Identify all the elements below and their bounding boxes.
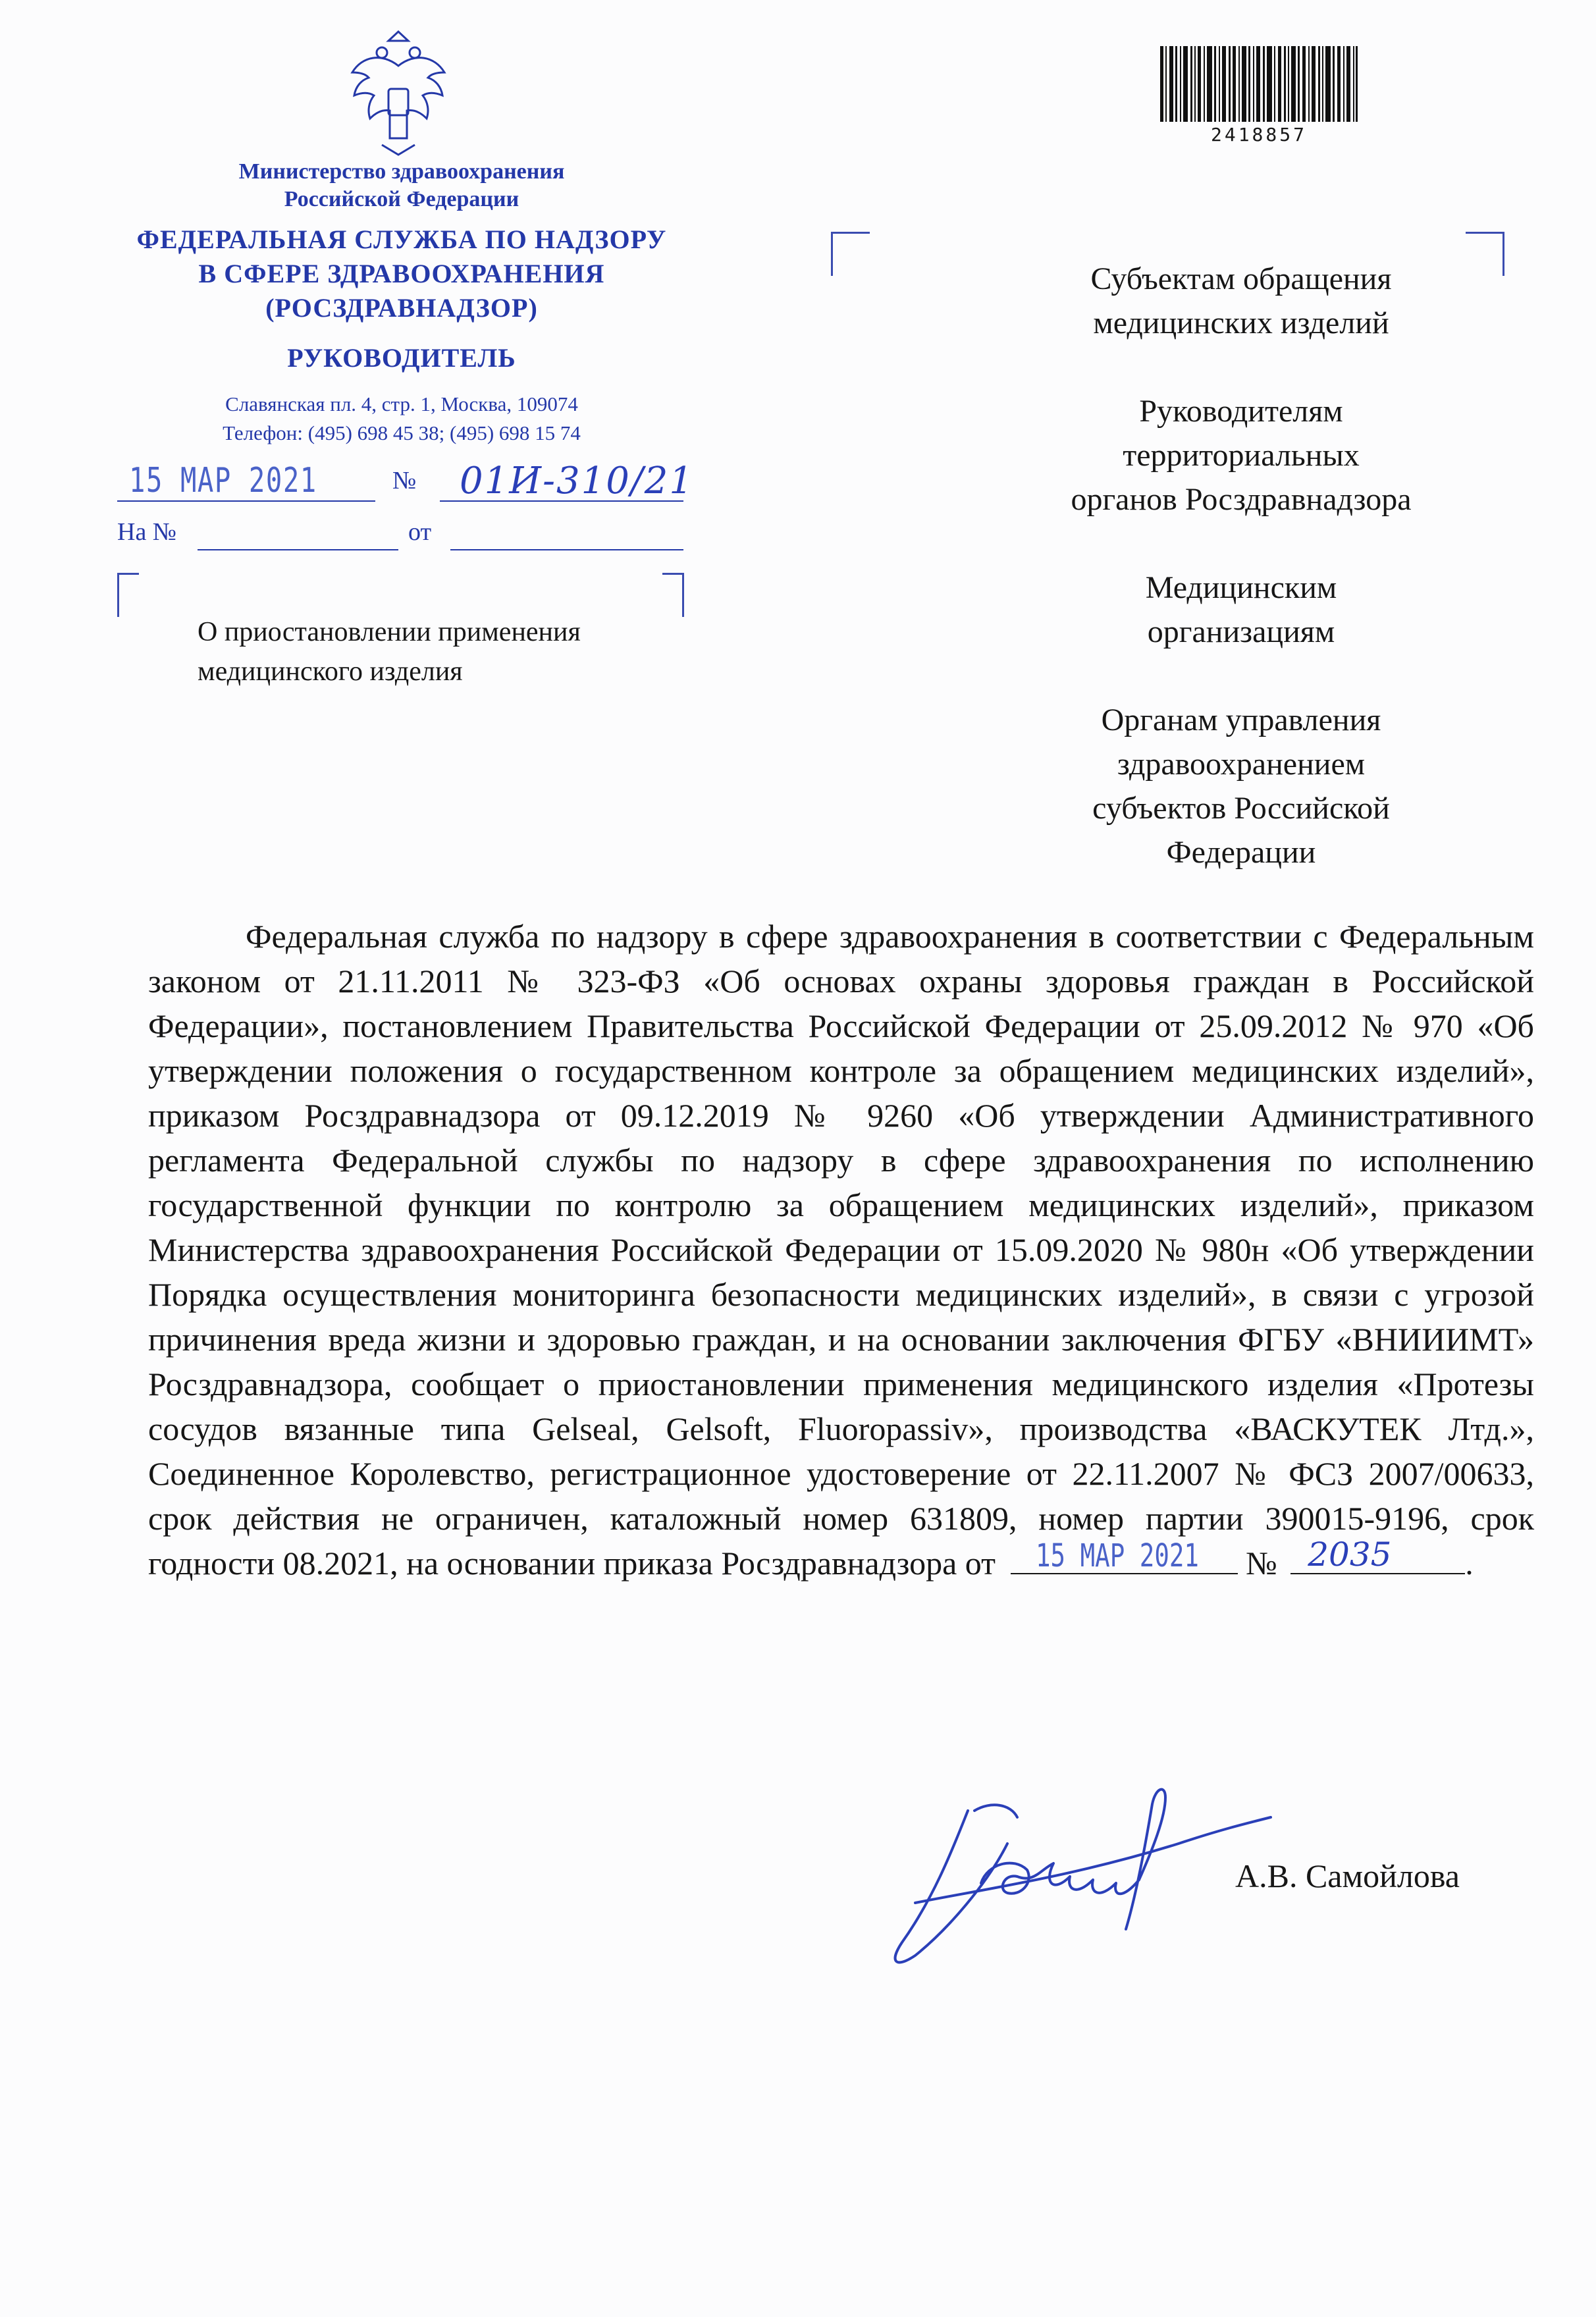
signer-name: А.В. Самойлова [1235,1857,1460,1894]
registration-date-stamp: 15 МАР 2021 [129,461,317,500]
order-number-sign: № [1246,1545,1277,1582]
subject-bracket-right [662,573,684,617]
office-phone: Телефон: (495) 698 45 38; (495) 698 15 74 [223,421,581,444]
service-name-line3: (РОСЗДРАВНАДЗОР) [265,293,538,323]
addressee-line: субъектов Российской [1092,791,1390,826]
addressee-line: организациям [1147,614,1335,649]
order-number-field [1290,1535,1465,1574]
addressee-block [988,257,1495,919]
addressee-group [988,389,1495,521]
order-end-period: . [1465,1545,1474,1582]
reply-from-label: от [408,518,432,546]
registration-number-sign: № [392,467,417,494]
coat-of-arms-emblem [342,26,454,158]
signature-image [876,1771,1284,1975]
addressee-line: органов Росздравнадзора [1071,482,1412,517]
order-date-field [1011,1537,1238,1574]
addressee-group [988,257,1495,345]
addressee-line: территориальных [1123,438,1360,473]
order-reference [965,1535,1474,1585]
body-paragraph: Федеральная служба по надзору в сфере здравоохранения в соответствии с Федеральным законом от 21.11.2011 № 323-ФЗ «Об основах охраны здоровья граждан в Российской Федерации», постановлением Правительства Российской Федерации от 25.09.2012 № 970 «Об утверждении положения о государственном контроле за обращением медицинских изделий», приказом Росздравнадзора от 09.12.2019 № 9260 «Об утверждении Административного регламента Федеральной службы по надзору в сфере здравоохранения по исполнению государственной функции по контролю за обращением медицинских изделий», приказом Министерства здравоохранения Российской Федерации от 15.09.2020 № 980н «Об утверждении Порядка осуществления мониторинга безопасности медицинских изделий», в связи с угрозой причинения вреда жизни и здоровью граждан, и на основании заключения ФГБУ «ВНИИИМТ» Росздравнадзора, сообщает о приостановлении применения медицинского изделия «Протезы сосудов вязанные типа Gelseal, Gelsoft, Fluoropassiv», производства «ВАСКУТЕК Лтд.», Соединенное Королевство, регистрационное удостоверение от 22.11.2007 № ФСЗ 2007/00633, срок действия не ограничен, каталожный номер 631809, номер партии 390015-9196, срок годности 08.2021, на основании приказа Росздравнадзора [148,918,1534,1582]
addressee-line: Субъектам обращения [1090,261,1392,296]
addressee-line: Федерации [1166,835,1316,870]
order-from-label: от [965,1545,996,1582]
service-name-line1: ФЕДЕРАЛЬНАЯ СЛУЖБА ПО НАДЗОРУ [136,225,667,254]
address-bracket-left [831,232,870,276]
addressee-group [988,566,1495,654]
registration-date-field [117,461,375,502]
addressee-line: Органам управления [1101,703,1381,737]
reply-to-number-field [198,515,398,550]
addressee-line: Руководителям [1139,394,1343,429]
service-name-line2: В СФЕРЕ ЗДРАВООХРАНЕНИЯ [198,259,605,288]
order-number-handwritten: 2035 [1308,1535,1392,1574]
office-address: Славянская пл. 4, стр. 1, Москва, 109074 [225,392,578,415]
subject-bracket-left [117,573,139,617]
reply-to-label: На № [117,518,177,546]
barcode-image [1160,46,1358,122]
registration-number-handwritten: 01И-310/21 [460,460,695,502]
subject-line1: О приостановлении применения [198,617,581,647]
addressee-line: медицинских изделий [1093,306,1389,340]
barcode-number: 2418857 [1210,124,1307,146]
reply-from-date-field [450,515,683,550]
head-role-title: РУКОВОДИТЕЛЬ [287,343,516,373]
letter-body [148,914,1534,1585]
ministry-name-line1: Министерство здравоохранения [238,159,565,184]
registration-number-field [440,460,695,502]
subject-line2: медицинского изделия [198,656,463,687]
ministry-name-line2: Российской Федерации [284,187,519,211]
addressee-group [988,698,1495,874]
order-date-stamp: 15 МАР 2021 [1035,1537,1199,1574]
addressee-line: Медицинским [1145,570,1337,605]
addressee-line: здравоохранением [1117,747,1366,782]
letter-subject [198,612,698,691]
